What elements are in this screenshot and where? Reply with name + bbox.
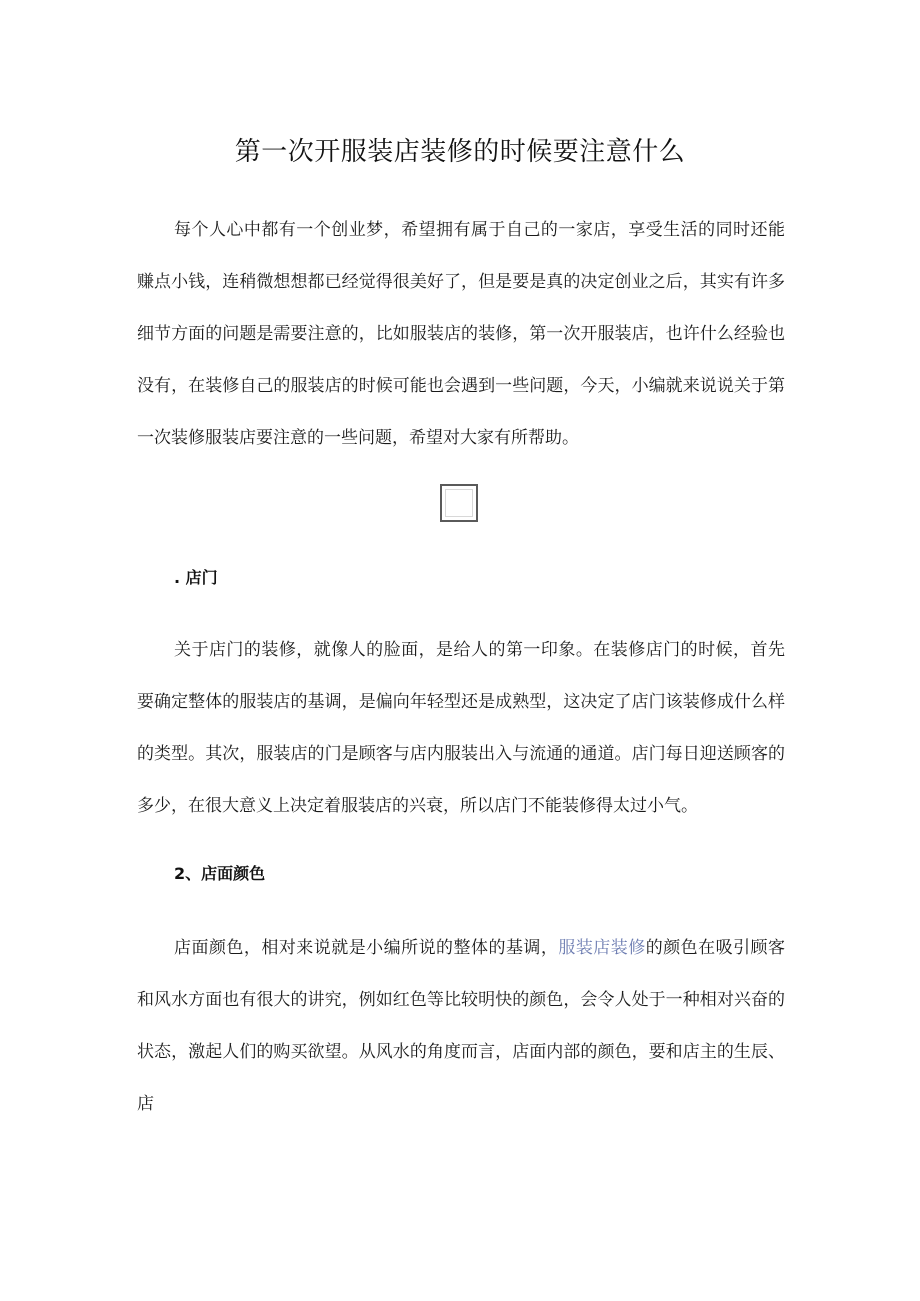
section-body-text-before-link: 店面颜色，相对来说就是小编所说的整体的基调， [174,938,559,958]
intro-paragraph: 每个人心中都有一个创业梦，希望拥有属于自己的一家店，享受生活的同时还能赚点小钱，连稍微想想都已经觉得很美好了，但是要是真的决定创业之后，其实有许多细节方面的问题是需要注意的，比如服装店的装修，第一次开服装店，也许什么经验也没有，在装修自己的服装店的时候可能也会遇到一些问题，今天，小编就来说说关于第一次装修服装店要注意的一些问题，希望对大家有所帮助。 [137,220,785,448]
section-body-store-door: 关于店门的装修，就像人的脸面，是给人的第一印象。在装修店门的时候，首先要确定整体的服装店的基调，是偏向年轻型还是成熟型，这决定了店门该装修成什么样的类型。其次，服装店的门是顾客与店内服装出入与流通的通道。店门每日迎送顾客的多少，在很大意义上决定着服装店的兴衰，所以店门不能装修得太过小气。 [137,640,785,816]
page-title: 第一次开服装店装修的时候要注意什么 [234,137,686,167]
image-placeholder-icon [440,484,478,522]
clothing-store-decoration-link[interactable]: 服装店装修 [558,938,646,958]
section-heading-store-color: 2、店面颜色 [174,864,266,883]
section-body-store-color [137,922,785,1130]
section-heading-store-door: . 店门 [174,568,218,587]
section-body-text-after-link: 的颜色在吸引顾客和风水方面也有很大的讲究，例如红色等比较明快的颜色，会令人处于一种相对兴奋的状态，激起人们的购买欲望。从风水的角度而言，店面内部的颜色，要和店主的生辰、店 [137,938,786,1114]
